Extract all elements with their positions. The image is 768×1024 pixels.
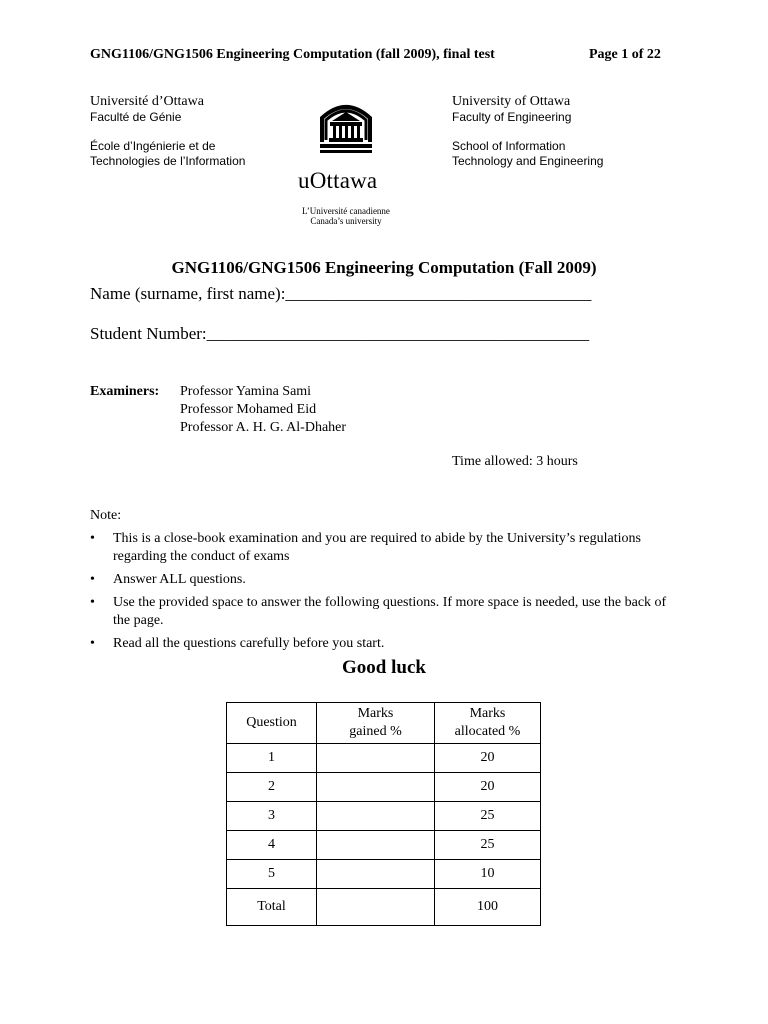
table-total-row [227, 889, 541, 926]
page-number: Page 1 of 22 [589, 47, 661, 62]
bullet-icon: • [90, 572, 95, 587]
marks-gained-cell[interactable] [317, 860, 435, 889]
marks-gained-cell[interactable] [317, 831, 435, 860]
marks-allocated-cell: 25 [435, 802, 541, 831]
question-number: 1 [227, 744, 317, 773]
english-school-line-1: School of Information [452, 139, 566, 153]
marks-allocated-cell: 20 [435, 744, 541, 773]
table-row [227, 802, 541, 831]
list-item: • This is a close-book examination and you are required to abide by the University’s regulations regarding the conduct of exams [90, 531, 641, 564]
logo-tagline-english: Canada’s university [310, 216, 382, 226]
marks-allocated-cell: 25 [435, 831, 541, 860]
marks-allocated-cell: 20 [435, 773, 541, 802]
examiners-section [90, 383, 346, 437]
marks-gained-cell[interactable] [317, 773, 435, 802]
table-row [227, 744, 541, 773]
marks-allocated-cell: 10 [435, 860, 541, 889]
french-org-block [90, 94, 245, 169]
list-item: • Answer ALL questions. [90, 572, 246, 587]
marks-gained-cell[interactable] [317, 744, 435, 773]
french-school-line-1: École d’Ingénierie et de [90, 139, 216, 153]
bullet-icon: • [90, 636, 95, 651]
running-header-title: GNG1106/GNG1506 Engineering Computation (fall 2009), final test [90, 47, 495, 62]
examiners-list [180, 383, 346, 437]
logo-wordmark: uOttawa [298, 168, 378, 193]
list-item: • Read all the questions carefully before you start. [90, 636, 385, 651]
question-number: 5 [227, 860, 317, 889]
building-icon [280, 88, 412, 168]
french-university-name: Université d’Ottawa [90, 94, 204, 109]
table-row [227, 831, 541, 860]
exam-title: GNG1106/GNG1506 Engineering Computation (Fall 2009) [171, 258, 597, 277]
student-number-field[interactable]: Student Number:_____________________________________________ [90, 324, 590, 343]
table-row [227, 860, 541, 889]
examiner-name: Professor Mohamed Eid [180, 402, 317, 417]
french-faculty-name: Faculté de Génie [90, 110, 182, 124]
table-row [227, 773, 541, 802]
english-org-block [452, 94, 603, 169]
university-logo [280, 88, 412, 236]
total-label: Total [227, 889, 317, 926]
french-school-line-2: Technologies de l’Information [90, 154, 246, 168]
marks-table [226, 702, 541, 926]
bullet-icon: • [90, 531, 95, 546]
header-marks-gained: Marks gained % [317, 703, 435, 744]
list-item: • Use the provided space to answer the following questions. If more space is needed, use the back of the page. [90, 595, 667, 628]
examiners-label: Examiners: [90, 384, 160, 399]
logo-tagline-french: L’Université canadienne [302, 206, 390, 216]
header-question: Question [227, 703, 317, 744]
header-marks-allocated: Marks allocated % [435, 703, 541, 744]
examiner-name: Professor A. H. G. Al-Dhaher [180, 420, 347, 435]
question-number: 4 [227, 831, 317, 860]
name-field[interactable]: Name (surname, first name):____________________________________ [90, 284, 592, 303]
question-number: 3 [227, 802, 317, 831]
english-school-line-2: Technology and Engineering [452, 154, 604, 168]
logo-tagline [280, 206, 412, 226]
time-allowed: Time allowed: 3 hours [452, 454, 578, 469]
table-header-row [227, 703, 541, 744]
english-university-name: University of Ottawa [452, 94, 571, 109]
total-allocated: 100 [435, 889, 541, 926]
examiner-name: Professor Yamina Sami [180, 384, 312, 399]
english-faculty-name: Faculty of Engineering [452, 110, 572, 124]
question-number: 2 [227, 773, 317, 802]
total-gained-cell[interactable] [317, 889, 435, 926]
good-luck-heading: Good luck [342, 657, 426, 678]
note-label: Note: [90, 508, 122, 523]
marks-gained-cell[interactable] [317, 802, 435, 831]
bullet-icon: • [90, 595, 95, 610]
notes-list [90, 530, 670, 658]
